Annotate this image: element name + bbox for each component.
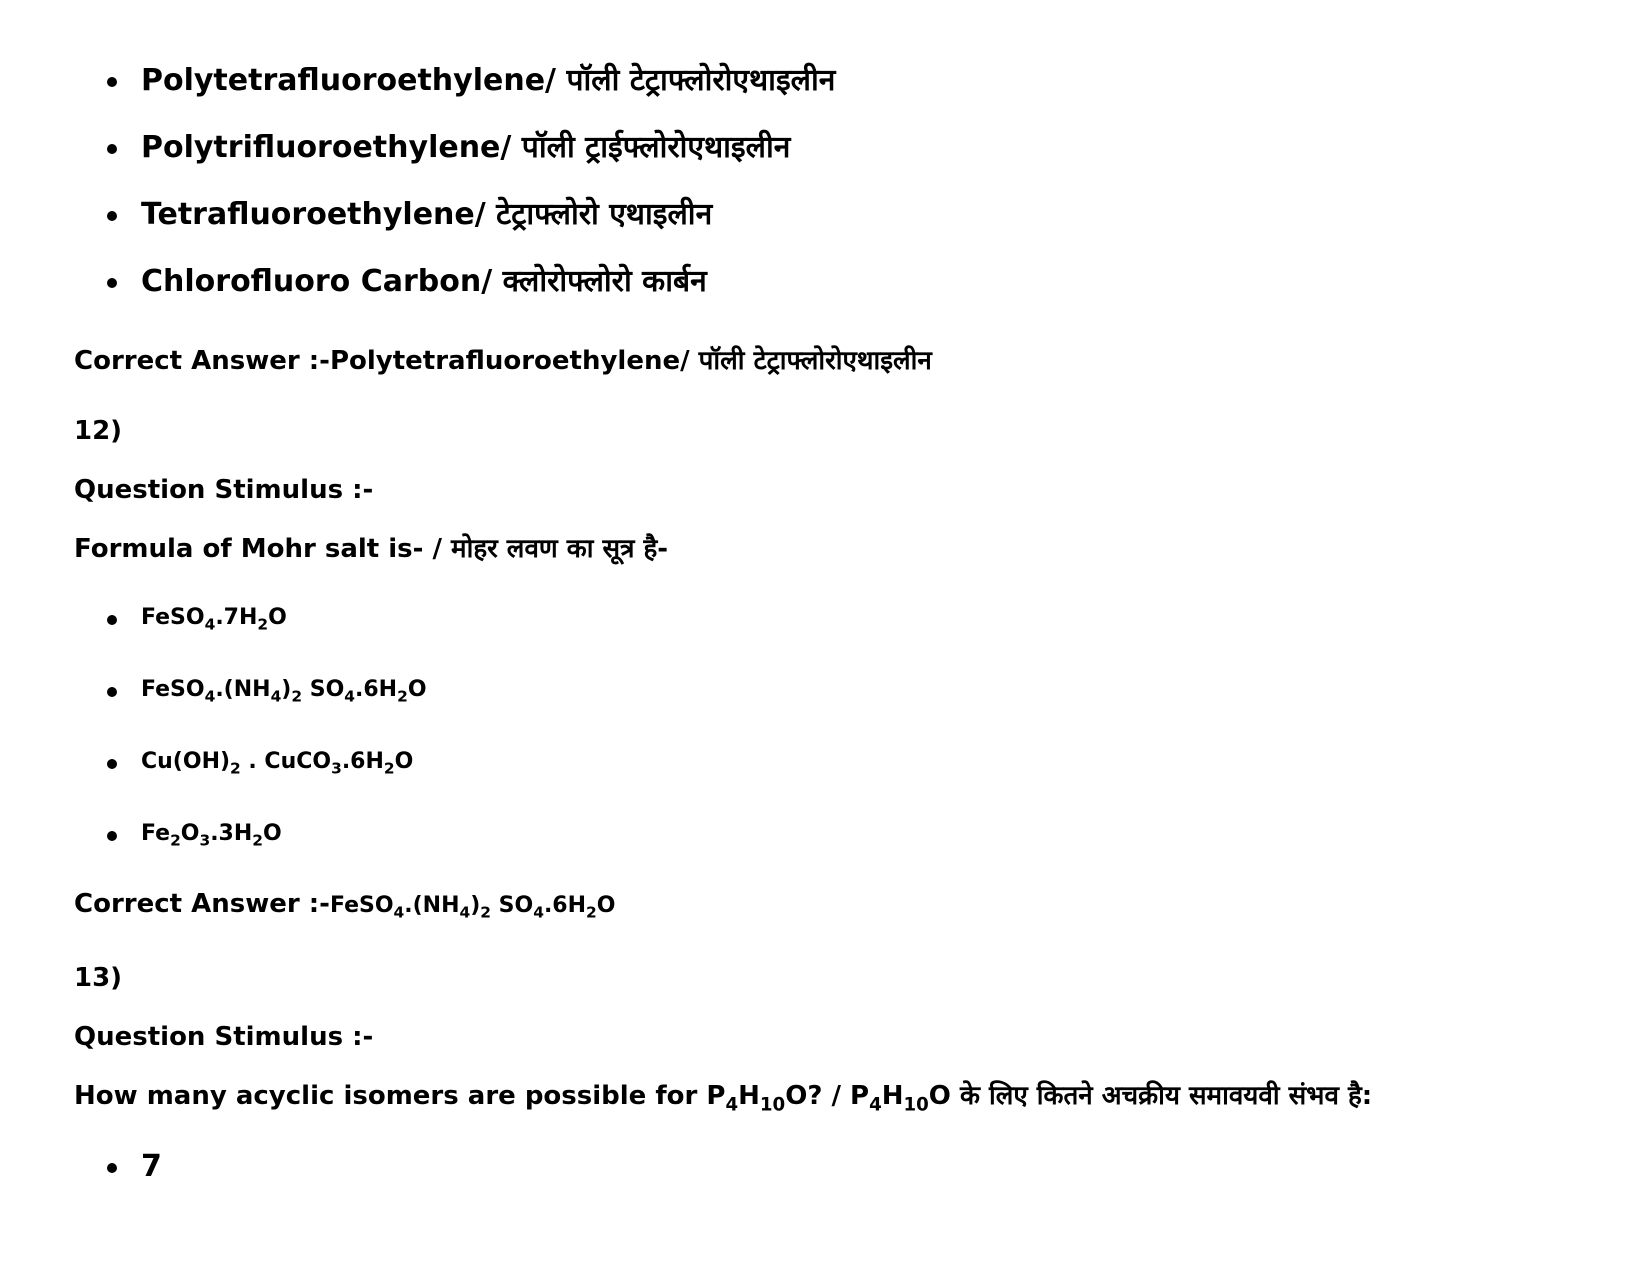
correct-answer-q11 xyxy=(74,348,932,374)
option-q11-1: Polytetrafluoroethylene/ पॉली टेट्राफ्लोरोएथाइलीन xyxy=(141,63,836,98)
option-q13-1: 7 xyxy=(141,1149,162,1184)
option-q12-1: $FeSO_4.7H_2O$ xyxy=(141,605,287,634)
bullet xyxy=(107,211,117,221)
option-q11-2: Polytrifluoroethylene/ पॉली ट्राईफ्लोरोएथाइलीन xyxy=(141,130,791,165)
bullet xyxy=(107,615,117,625)
bullet xyxy=(107,759,117,769)
bullet xyxy=(107,831,117,841)
correct-answer-value: Polytetrafluoroethylene/ पॉली टेट्राफ्लोरोएथाइलीन xyxy=(329,346,932,376)
correct-answer-q12 xyxy=(74,889,616,922)
question-text: How many acyclic isomers are possible for $P_4H_{10}O$? / $P_4H_{10}O$ के लिए कितने अचक्रीय समावयवी संभव है: xyxy=(74,1081,1373,1116)
question-stimulus-label: Question Stimulus :- xyxy=(74,475,374,505)
bullet xyxy=(107,144,117,154)
question-number: 13) xyxy=(74,963,123,993)
option-q12-2: $FeSO_4.(NH_4)_2$ $SO_4.6H_2O$ xyxy=(141,677,427,706)
question-text: Formula of Mohr salt is- / मोहर लवण का सूत्र है- xyxy=(74,534,669,564)
option-q12-4: $Fe_2O_3.3H_2O$ xyxy=(141,821,282,850)
correct-answer-label: Correct Answer :- xyxy=(74,346,330,376)
option-q11-3: Tetrafluoroethylene/ टेट्राफ्लोरो एथाइलीन xyxy=(141,197,713,232)
question-stimulus-label: Question Stimulus :- xyxy=(74,1022,374,1052)
correct-answer-label: Correct Answer :- xyxy=(74,889,330,919)
bullet xyxy=(107,687,117,697)
bullet xyxy=(107,77,117,87)
bullet xyxy=(107,278,117,288)
correct-answer-value: $FeSO_4.(NH_4)_2$ $SO_4.6H_2O$ xyxy=(329,893,616,922)
option-q12-3: $Cu(OH)_2$ . $CuCO_3.6H_2O$ xyxy=(141,749,414,778)
bullet xyxy=(107,1163,117,1173)
question-number: 12) xyxy=(74,416,123,446)
option-q11-4: Chlorofluoro Carbon/ क्लोरोफ्लोरो कार्बन xyxy=(141,264,707,299)
